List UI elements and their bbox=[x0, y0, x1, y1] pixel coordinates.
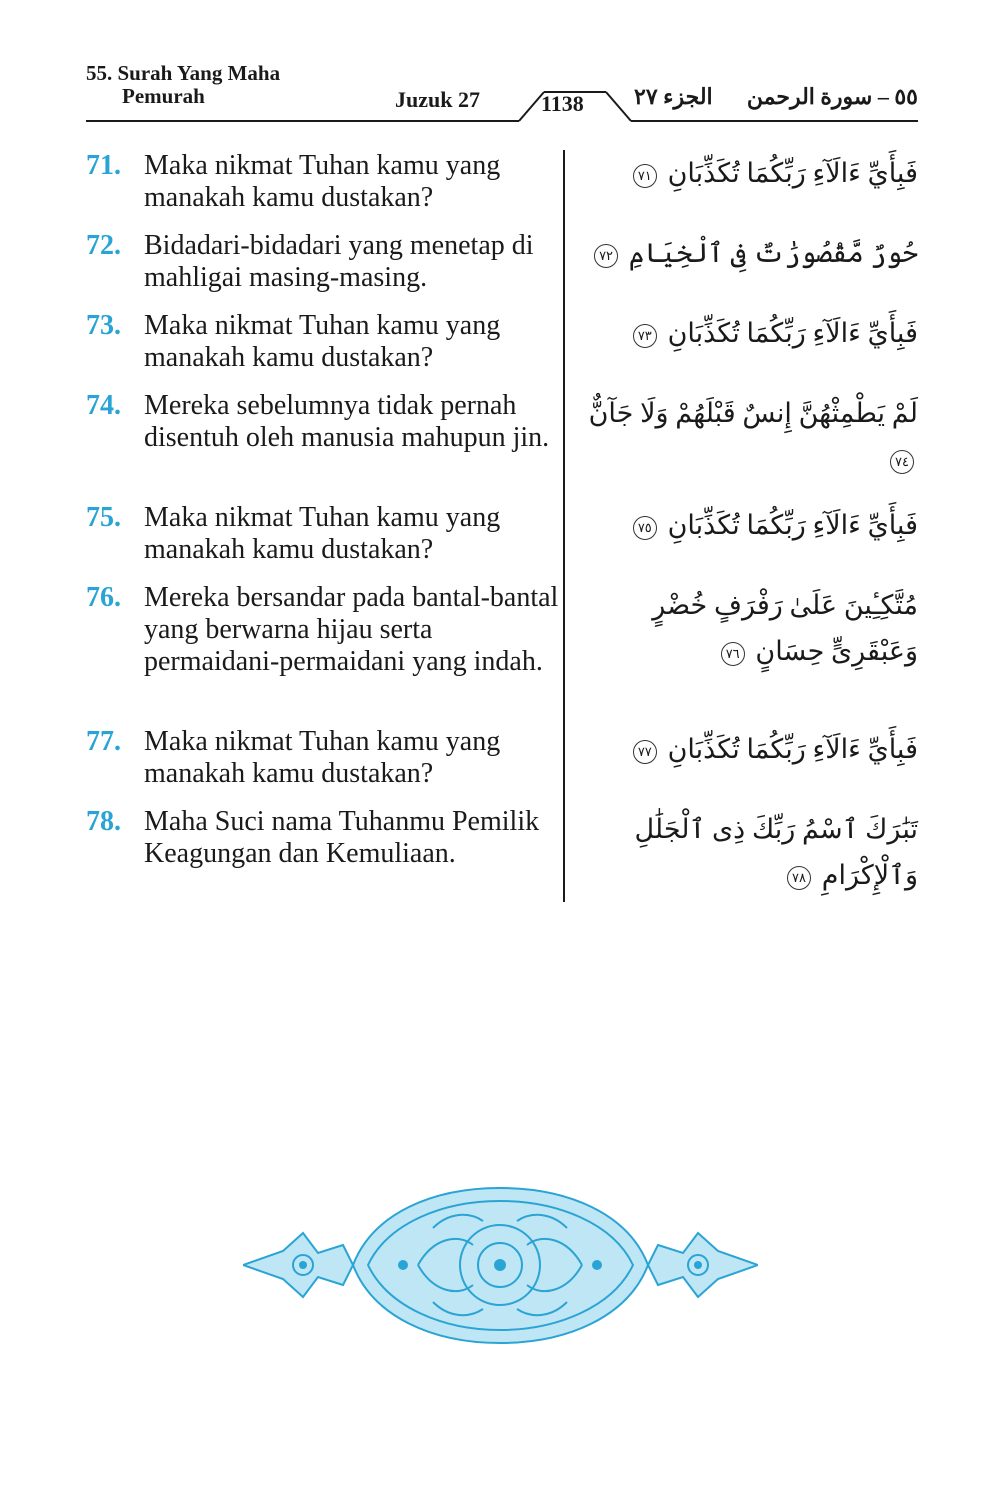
verse-number: 73. bbox=[86, 310, 121, 341]
ayah-marker: ٧٨ bbox=[787, 866, 811, 890]
verse-number: 77. bbox=[86, 726, 121, 757]
verse-row bbox=[86, 310, 918, 390]
verse-row bbox=[86, 230, 918, 310]
arabic-surah-label: ٥٥ – سورة الرحمن bbox=[746, 84, 918, 109]
arabic-text: حُورٌ مَّقْصُورَٰتٌ فِى ٱلْخِيَامِ bbox=[628, 238, 918, 268]
verse-row bbox=[86, 390, 918, 502]
verse-arabic bbox=[568, 310, 918, 390]
juzuk-label: Juzuk 27 bbox=[395, 87, 480, 112]
verse-row bbox=[86, 582, 918, 726]
verse-translation: Mereka bersandar pada bantal-bantal yang berwarna hijau serta permaidani-permaidani yang indah. bbox=[144, 582, 559, 677]
arabic-juz-label: الجزء ٢٧ bbox=[634, 84, 713, 109]
ayah-marker: ٧٧ bbox=[633, 740, 657, 764]
page-header bbox=[86, 62, 918, 122]
arabic-text: فَبِأَيِّ ءَالَآءِ رَبِّكُمَا تُكَذِّبَانِ bbox=[667, 158, 918, 188]
ayah-marker: ٧١ bbox=[633, 164, 657, 188]
verse-translation: Maka nikmat Tuhan kamu yang manakah kamu dustakan? bbox=[144, 726, 501, 789]
verse-number: 74. bbox=[86, 390, 121, 421]
verse-arabic bbox=[568, 150, 918, 230]
ayah-marker: ٧٥ bbox=[633, 516, 657, 540]
verse-translation: Mereka sebelumnya tidak pernah disentuh oleh manusia mahupun jin. bbox=[144, 390, 550, 453]
verse-list bbox=[86, 150, 918, 918]
page-number: 1138 bbox=[541, 91, 584, 116]
verse-number: 71. bbox=[86, 150, 121, 181]
verse-arabic bbox=[568, 726, 918, 806]
verse-number: 76. bbox=[86, 582, 121, 613]
verse-arabic bbox=[568, 582, 918, 726]
ayah-marker: ٧٦ bbox=[721, 642, 745, 666]
verse-row bbox=[86, 726, 918, 806]
verse-translation: Bidadari-bidadari yang menetap di mahligai masing-masing. bbox=[144, 230, 534, 293]
verse-translation: Maka nikmat Tuhan kamu yang manakah kamu dustakan? bbox=[144, 310, 501, 373]
arabic-text: لَمْ يَطْمِثْهُنَّ إِنسٌ قَبْلَهُمْ وَلَا جَآنٌّ bbox=[588, 398, 918, 428]
verse-row bbox=[86, 502, 918, 582]
arabic-text: فَبِأَيِّ ءَالَآءِ رَبِّكُمَا تُكَذِّبَانِ bbox=[667, 318, 918, 348]
arabic-text: فَبِأَيِّ ءَالَآءِ رَبِّكُمَا تُكَذِّبَانِ bbox=[667, 510, 918, 540]
verse-arabic bbox=[568, 230, 918, 310]
verse-arabic bbox=[568, 390, 918, 502]
ayah-marker: ٧٢ bbox=[594, 244, 618, 268]
surah-title-line2: Pemurah bbox=[122, 84, 205, 108]
verse-number: 78. bbox=[86, 806, 121, 837]
surah-title bbox=[86, 62, 280, 108]
ayah-marker: ٧٣ bbox=[633, 324, 657, 348]
surah-title-line1: 55. Surah Yang Maha bbox=[86, 61, 281, 85]
arabesque-ornament-icon bbox=[243, 1183, 758, 1348]
verse-row bbox=[86, 806, 918, 918]
verse-row bbox=[86, 150, 918, 230]
verse-translation: Maka nikmat Tuhan kamu yang manakah kamu dustakan? bbox=[144, 502, 501, 565]
arabic-text: مُتَّكِـِٔينَ عَلَىٰ رَفْرَفٍ خُضْرٍ وَعَبْقَرِىٍّ حِسَانٍ bbox=[652, 590, 918, 666]
verse-arabic bbox=[568, 502, 918, 582]
ayah-marker: ٧٤ bbox=[890, 450, 914, 474]
verse-arabic bbox=[568, 806, 918, 918]
verse-number: 72. bbox=[86, 230, 121, 261]
verse-translation: Maha Suci nama Tuhanmu Pemilik Keagungan dan Kemuliaan. bbox=[144, 806, 540, 869]
verse-number: 75. bbox=[86, 502, 121, 533]
verse-translation: Maka nikmat Tuhan kamu yang manakah kamu dustakan? bbox=[144, 150, 501, 213]
arabic-text: تَبَٰرَكَ ٱسْمُ رَبِّكَ ذِى ٱلْجَلَٰلِ وَٱلْإِكْرَامِ bbox=[634, 814, 918, 890]
arabic-text: فَبِأَيِّ ءَالَآءِ رَبِّكُمَا تُكَذِّبَانِ bbox=[667, 734, 918, 764]
